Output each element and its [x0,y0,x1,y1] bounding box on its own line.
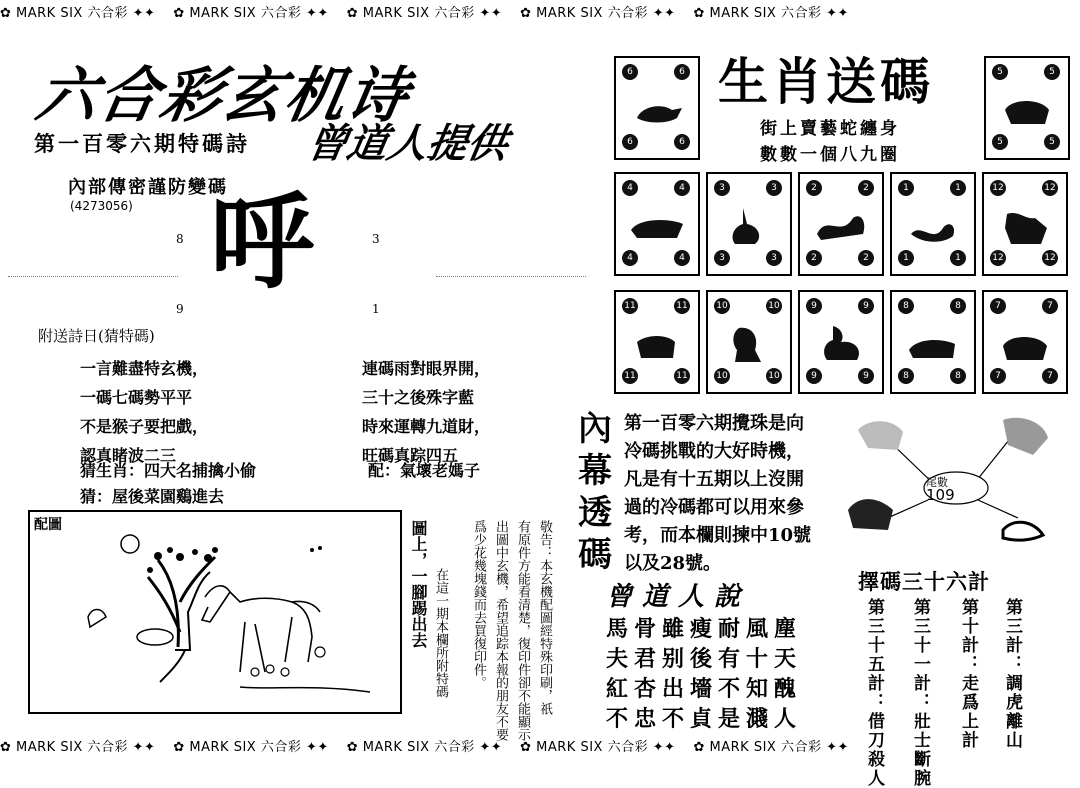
tactic-column: 第三十五計：借刀殺人 [864,598,884,788]
inside-line: 以及28號。 [624,553,722,574]
poem-line: 時來運轉九道財， [362,417,491,436]
banner-segment: ✿ MARK SIX 六合彩 ✦✦ [520,6,676,21]
number-ball: 9 [806,298,822,314]
tactic-title: 擇碼三十六計 [858,569,990,594]
big-character: 呼 [210,181,315,303]
number-ball: 1 [898,250,914,266]
number-ball: 7 [990,298,1006,314]
says-title: 曾道人說 [606,582,751,612]
page-title: 六合彩玄机诗 [30,61,416,131]
number-ball: 5 [1044,64,1060,80]
ox-icon [997,88,1057,132]
tactic-columns [852,568,1040,788]
figure-box [28,510,402,714]
poem-line: 旺碼真踪四五 [362,446,459,465]
poem-line: 一言難盡特玄機， [80,359,209,378]
snake-icon [903,204,963,248]
zodiac-card-goat [614,290,700,394]
notice-column: 有原件方能看清楚，復印件卻不能顯示 [515,520,530,741]
number-ball: 3 [714,180,730,196]
tail-value: 109 [926,486,955,504]
says-line: 紅杏出墻不知醜 [606,676,803,702]
inside-title: 內幕透碼 [578,409,612,575]
notice-column: 爲少花幾塊錢而去買復印件。 [471,520,486,689]
number-ball: 4 [674,180,690,196]
number-ball: 2 [858,250,874,266]
number-ball: 6 [674,64,690,80]
banner-segment: ✿ MARK SIX 六合彩 ✦✦ [346,6,503,21]
guess-line: 猜：屋後菜園鷄進去 [80,487,225,506]
says-line: 不忠不貞是濺人 [606,706,803,732]
number-ball: 1 [950,250,966,266]
number-ball: 4 [674,250,690,266]
figure-label: 配圖 [34,517,62,533]
divider [436,276,586,277]
notice-column: 出圖中玄機，希望追踪本報的朋友不要 [493,520,508,741]
number-ball: 5 [992,64,1008,80]
phone-number: (4273056) [70,199,133,213]
zodiac-card-rabbit [706,172,792,276]
zodiac-card-snake [890,172,976,276]
banner-segment: ✿ MARK SIX 六合彩 ✦✦ [173,740,329,755]
corner-number: 1 [372,302,380,316]
rat-icon [627,88,687,132]
inside-line: 冷碼挑戰的大好時機， [624,441,804,462]
number-ball: 6 [622,134,638,150]
goat-icon [627,322,687,366]
rooster-icon [811,322,871,366]
zodiac-card-monkey [706,290,792,394]
top-banner [0,2,1080,24]
monkey-icon [719,322,779,366]
zodiac-subtitle: 街上賣藝蛇纏身 [760,119,900,139]
number-ball: 1 [898,180,914,196]
tail-number-diagram [838,400,1072,560]
poem-line: 連碼雨對眼界開， [362,359,491,378]
banner-segment: ✿ MARK SIX 六合彩 ✦✦ [693,6,849,21]
number-ball: 9 [806,368,822,384]
dog-icon [903,322,963,366]
number-ball: 8 [898,368,914,384]
poem-left-column [80,356,208,472]
number-ball: 10 [766,368,782,384]
poem-line: 認真睹波二三 [80,446,177,465]
poem-heading: 附送詩日(猜特碼) [38,327,155,345]
inside-line: 凡是有十五期以上沒開 [624,469,804,490]
banner-segment: ✿ MARK SIX 六合彩 ✦✦ [693,740,849,755]
zodiac-card-pig [982,290,1068,394]
number-ball: 5 [1044,134,1060,150]
inside-line: 考，而本欄則揀中10號 [624,525,812,546]
number-ball: 9 [858,368,874,384]
dragon-icon [811,204,871,248]
number-ball: 2 [806,180,822,196]
number-ball: 9 [858,298,874,314]
number-ball: 2 [858,180,874,196]
tactic-column: 第十計：走爲上計 [958,598,978,750]
provider-label: 曾道人提供 [303,121,512,167]
number-ball: 3 [766,250,782,266]
number-ball: 11 [622,368,638,384]
number-ball: 7 [1042,368,1058,384]
zodiac-card-ox [984,56,1070,160]
figure-caption: 在這一期本欄所附特碼 [433,568,448,698]
number-ball: 1 [950,180,966,196]
number-ball: 6 [674,134,690,150]
poem-line: 一碼七碼勢平平 [80,388,193,407]
number-ball: 12 [990,180,1006,196]
tail-label: 尾數 [926,476,948,489]
poem-line: 三十之後殊字藍 [362,388,475,407]
banner-segment: ✿ MARK SIX 六合彩 ✦✦ [0,740,156,755]
says-line: 夫君别後有十天 [606,646,803,672]
tactic-column: 第三計：調虎離山 [1002,598,1022,750]
issue-line: 第一百零六期特碼詩 [34,131,250,156]
number-ball: 10 [766,298,782,314]
tactic-column: 第三十一計：壯士斷腕 [910,598,930,788]
zodiac-card-rat [614,56,700,160]
poem-right-column [362,356,490,472]
corner-number: 9 [176,302,184,316]
tiger-icon [627,204,687,248]
number-ball: 12 [1042,180,1058,196]
zodiac-subtitle: 數數一個八九圈 [760,145,900,165]
number-ball: 8 [950,368,966,384]
zodiac-card-rooster [798,290,884,394]
horse-illustration [30,512,400,712]
number-ball: 6 [622,64,638,80]
banner-segment: ✿ MARK SIX 六合彩 ✦✦ [0,6,156,21]
number-ball: 8 [950,298,966,314]
number-ball: 2 [806,250,822,266]
number-ball: 8 [898,298,914,314]
pig-icon [995,322,1055,366]
banner-segment: ✿ MARK SIX 六合彩 ✦✦ [173,6,329,21]
banner-segment: ✿ MARK SIX 六合彩 ✦✦ [520,740,676,755]
inside-line: 過的冷碼都可以用來參 [624,497,804,518]
guess-zodiac: 猜生肖：四大名捕擒小偷 [80,461,257,480]
warning-text: 內部傳密謹防變碼 [68,177,228,198]
says-lines [606,612,802,732]
zodiac-card-dog [890,290,976,394]
number-ball: 12 [1042,250,1058,266]
corner-number: 8 [176,232,184,246]
number-ball: 4 [622,250,638,266]
number-ball: 3 [714,250,730,266]
horse-icon [995,204,1055,248]
number-ball: 7 [990,368,1006,384]
rabbit-icon [719,204,779,248]
zodiac-card-horse [982,172,1068,276]
inside-line: 第一百零六期攪珠是向 [624,413,804,434]
zodiac-card-dragon [798,172,884,276]
number-ball: 11 [674,298,690,314]
inside-text [624,410,811,578]
number-ball: 11 [622,298,638,314]
poem-line: 不是猴子要把戲， [80,417,209,436]
number-ball: 10 [714,368,730,384]
number-ball: 11 [674,368,690,384]
zodiac-title: 生肖送碼 [718,53,934,111]
number-ball: 4 [622,180,638,196]
number-ball: 10 [714,298,730,314]
number-ball: 3 [766,180,782,196]
number-ball: 5 [992,134,1008,150]
corner-number: 3 [372,232,380,246]
figure-caption: 圖上，一腳踢出去 [409,520,428,648]
notice-column: 敬告：本玄機配圖經特殊印刷，祇 [537,520,552,715]
says-line: 馬骨雖瘦耐風塵 [606,616,803,642]
zodiac-card-tiger [614,172,700,276]
guess-zodiac-extra: 配：氣壞老媽子 [368,461,481,480]
number-ball: 12 [990,250,1006,266]
number-ball: 7 [1042,298,1058,314]
banner-segment: ✿ MARK SIX 六合彩 ✦✦ [346,740,503,755]
divider [8,276,178,277]
